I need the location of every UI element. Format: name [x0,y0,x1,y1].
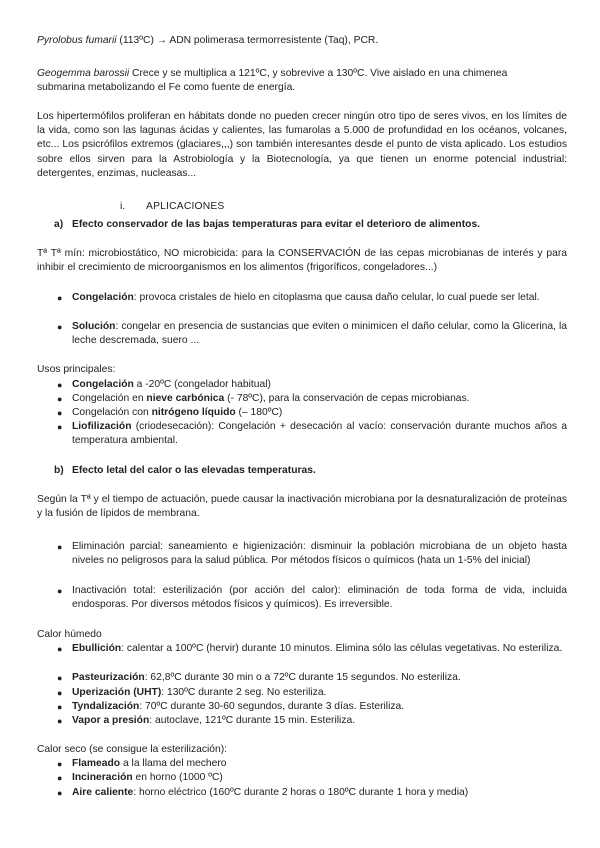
seco-text: : horno eléctrico (160ºC durante 2 horas o 180ºC durante 1 hora y media) [133,787,469,798]
humedo-text: : autoclave, 121ºC durante 15 min. Esteriliza. [149,715,356,726]
seco-incineracion [72,771,567,785]
bullet-inactivacion-total: Inactivación total: esterilización (por acción del calor): eliminación de toda forma de vida, incluida endosporas. Por diversos métodos físicos y químicos). Es irreversible. [72,585,567,611]
humedo-uperizacion [72,686,567,700]
bullet-dot: ● [57,408,63,418]
seco-text: en horno (1000 ºC) [132,772,223,783]
subsection-b-paragraph: Según la Tª y el tiempo de actuación, puede causar la inactivación microbiana por la desnaturalización de proteínas y la fusión de lípidos de membrana. [37,494,567,520]
seco-text: a la llama del mechero [120,758,227,769]
uso-post: (criodesecación): Congelación + desecación al vacío: conservación durante muchos años a temperatura ambiental. [72,421,567,447]
species-pyrolobus: Pyrolobus fumarii [37,35,117,46]
humedo-text: : 130ºC durante 2 seg. No esteriliza. [161,687,327,698]
bullet-dot: ● [57,759,63,769]
section-title: APLICACIONES [146,201,225,212]
bullet-dot: ● [57,644,63,654]
humedo-pasteurizacion [72,671,567,685]
uso-bold: nieve carbónica [146,393,225,404]
bullet-text: : provoca cristales de hielo en citoplasma que causa daño celular, lo cual puede ser letal. [133,292,540,303]
uso-bold: nitrógeno líquido [151,407,236,418]
humedo-ebullicion [72,642,567,656]
humedo-text: : 70ºC durante 30-60 segundos, durante 3 días. Esteriliza. [139,701,405,712]
bullet-dot: ● [57,380,63,390]
bullet-dot: ● [57,422,63,432]
intro-line-3: submarina metabolizando el Fe como fuente de energía. [37,82,296,93]
intro-line-1 [37,34,378,48]
uso-pre: Congelación en [72,393,147,404]
bullet-dot: ● [57,542,63,552]
intro-line-2-text: Crece y se multiplica a 121ºC, y sobrevive a 130ºC. Vive aislado en una chimenea [129,68,508,79]
humedo-text: : 62,8ºC durante 30 min o a 72ºC durante 15 segundos. No esteriliza. [144,672,461,683]
intro-line-2 [37,67,507,81]
intro-line-1-text: (113ºC) → ADN polimerasa termorresistente (Taq), PCR. [116,35,379,46]
calor-humedo-title: Calor húmedo [37,629,102,640]
subsection-b-title: Efecto letal del calor o las elevadas temperaturas. [72,465,316,476]
bullet-solucion [72,320,567,348]
bullet-dot: ● [57,673,63,683]
species-geogemma: Geogemma barossii [37,68,130,79]
calor-seco-title: Calor seco (se consigue la esterilización): [37,744,228,755]
humedo-tyndalizacion [72,700,567,714]
bullet-dot: ● [57,322,63,332]
humedo-bold: Ebullición [72,643,122,654]
subsection-a-paragraph: Tª Tª mín: microbiostático, NO microbicida: para la CONSERVACIÓN de las cepas microbianas de interés y para inhibir el crecimiento de microorganismos en los alimentos (frigoríficos, congeladores...) [37,248,567,274]
humedo-bold: Uperización (UHT) [72,687,162,698]
bullet-dot: ● [57,293,63,303]
bullet-dot: ● [57,788,63,798]
intro-paragraph: Los hipertermófilos proliferan en hábitats donde no pueden crecer ningún otro tipo de seres vivos, en los límites de la vida, como son las lagunas ácidas y calientes, las fumarolas a 5.000 de profundidad en los océanos, volcanes, etc... Los psicrófilos extremos (glaciares,,,) son también interesantes desde el punto de vista aplicado. Los estudios sobre ellos sirven para la Astrobiología y la Biotecnología, ya que tienen un enorme potencial industrial: detergentes, enzimas, nucleasas... [37,111,567,179]
bullet-dot: ● [57,394,63,404]
uso-congelacion [72,378,567,392]
seco-aire-caliente [72,786,567,800]
seco-bold: Flameado [72,758,121,769]
usos-title: Usos principales: [37,364,116,375]
uso-nitrogeno [72,406,567,420]
bullet-dot: ● [57,702,63,712]
seco-bold: Aire caliente [72,787,134,798]
subsection-a-label: a) [54,219,64,230]
uso-bold: Congelación [72,379,134,390]
humedo-bold: Vapor a presión [72,715,150,726]
bullet-congelacion [72,291,567,305]
bullet-dot: ● [57,586,63,596]
uso-post: (– 180ºC) [235,407,283,418]
humedo-bold: Tyndalización [72,701,140,712]
subsection-b-label: b) [54,465,64,476]
uso-bold: Liofilización [72,421,132,432]
bullet-dot: ● [57,773,63,783]
bullet-dot: ● [57,688,63,698]
bullet-dot: ● [57,716,63,726]
uso-post: a -20ºC (congelador habitual) [133,379,271,390]
bullet-bold: Congelación [72,292,134,303]
uso-nieve-carbonica [72,392,567,406]
humedo-bold: Pasteurización [72,672,145,683]
subsection-a-title: Efecto conservador de las bajas temperaturas para evitar el deterioro de alimentos. [72,219,481,230]
uso-post: (- 78ºC), para la conservación de cepas microbianas. [224,393,470,404]
bullet-text: : congelar en presencia de sustancias que eviten o minimicen el daño celular, como la Glicerina, la leche descremada, suero ... [72,321,567,347]
bullet-eliminacion-parcial: Eliminación parcial: saneamiento e higienización: disminuir la población microbiana de un objeto hasta niveles no peligrosos para la salud pública. Por métodos físicos o químicos (hata un 1-5% del inicial) [72,541,567,567]
seco-bold: Incineración [72,772,133,783]
uso-liofilizacion [72,420,567,448]
section-numeral: i. [120,201,126,212]
bullet-bold: Solución [72,321,116,332]
seco-flameado [72,757,567,771]
humedo-text: : calentar a 100ºC (hervir) durante 10 minutos. Elimina sólo las células vegetativas. No esteriliza. [121,643,563,654]
humedo-vapor [72,714,567,728]
uso-pre: Congelación con [72,407,152,418]
